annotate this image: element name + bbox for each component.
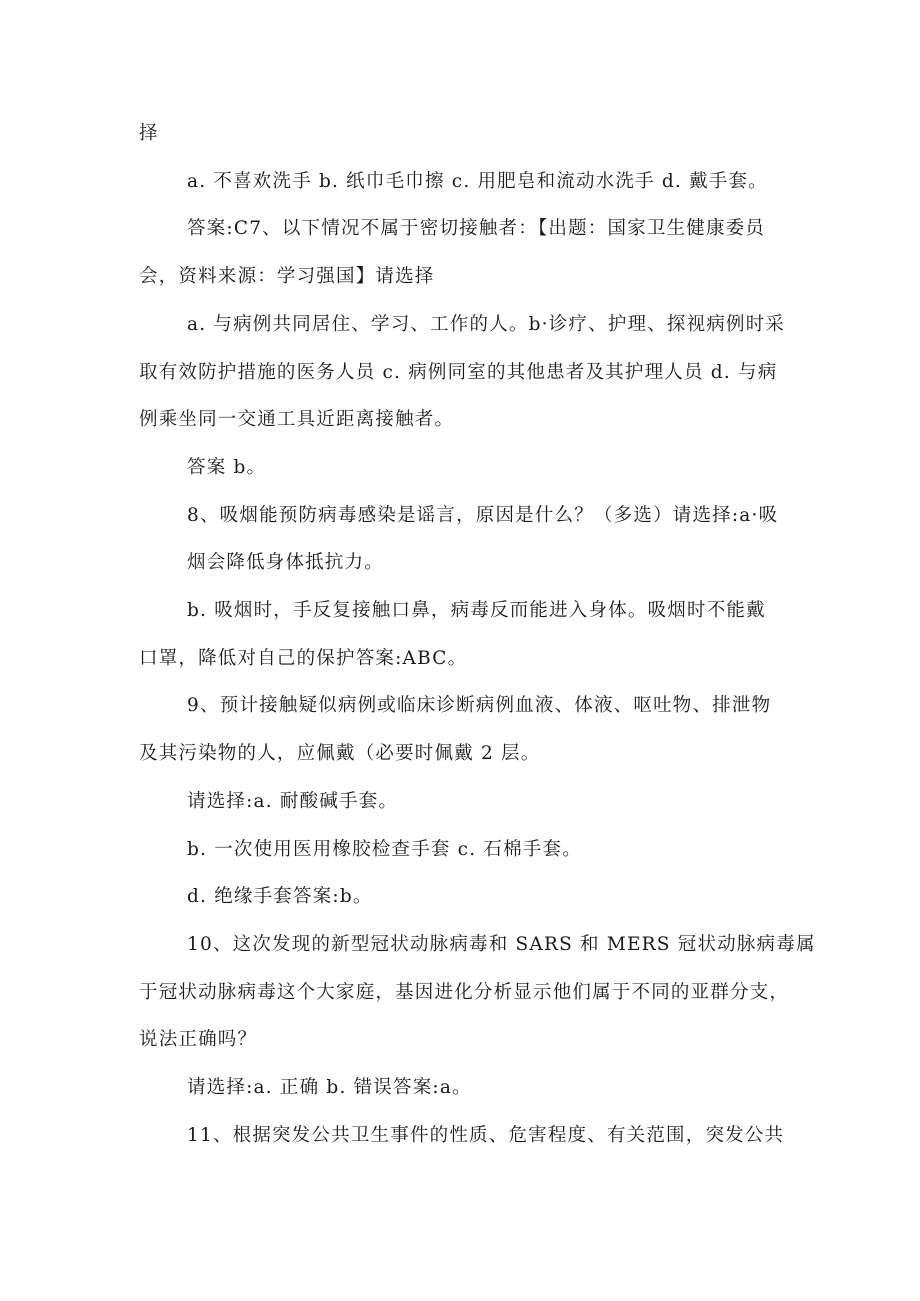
text-line: 10、这次发现的新型冠状动脉病毒和 SARS 和 MERS 冠状动脉病毒属 [187, 933, 816, 955]
text-line: 11、根据突发公共卫生事件的性质、危害程度、有关范围，突发公共 [187, 1124, 785, 1146]
text-line: 9、预计接触疑似病例或临床诊断病例血液、体液、呕吐物、排泄物 [187, 695, 772, 717]
text-line: 请选择:a. 耐酸碱手套。 [187, 790, 399, 812]
text-line: b. 一次使用医用橡胶检查手套 c. 石棉手套。 [187, 838, 582, 860]
text-line: b. 吸烟时，手反复接触口鼻，病毒反而能进入身体。吸烟时不能戴 [187, 600, 766, 622]
document-body [139, 110, 816, 1159]
text-line: 会，资料来源：学习强国】请选择 [139, 266, 435, 288]
text-line: d. 绝缘手套答案:b。 [187, 886, 373, 908]
text-line: 答案 b。 [187, 456, 267, 478]
text-line: a. 不喜欢洗手 b. 纸巾毛巾擦 c. 用肥皂和流动水洗手 d. 戴手套。 [187, 170, 768, 192]
text-line: 说法正确吗？ [139, 1029, 258, 1051]
text-line: 例乘坐同一交通工具近距离接触者。 [139, 409, 455, 431]
text-line: 请选择:a. 正确 b. 错误答案:a。 [187, 1077, 472, 1099]
text-line: 取有效防护措施的医务人员 c. 病例同室的其他患者及其护理人员 d. 与病 [139, 361, 778, 383]
text-line: 答案:C7、以下情况不属于密切接触者：【出题：国家卫生健康委员 [187, 218, 766, 240]
text-line: 8、吸烟能预防病毒感染是谣言，原因是什么？（多选）请选择:a·吸 [187, 504, 779, 526]
text-line: 于冠状动脉病毒这个大家庭，基因进化分析显示他们属于不同的亚群分支， [139, 981, 790, 1003]
text-line: 口罩，降低对自己的保护答案:ABC。 [139, 647, 468, 669]
text-line: a. 与病例共同居住、学习、工作的人。b·诊疗、护理、探视病例时采 [187, 313, 786, 335]
text-line: 择 [139, 123, 159, 144]
text-line: 及其污染物的人，应佩戴（必要时佩戴 2 层。 [139, 743, 541, 765]
text-line: 烟会降低身体抵抗力。 [187, 552, 385, 574]
